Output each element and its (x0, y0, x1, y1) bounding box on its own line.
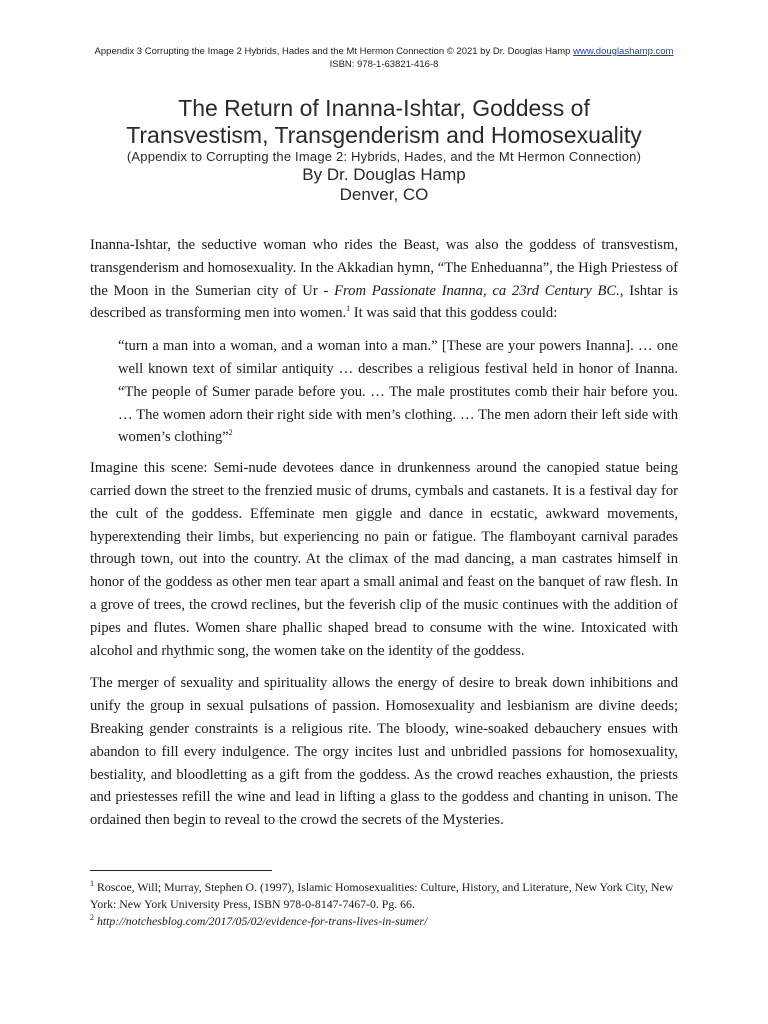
footnote-2 (90, 913, 678, 930)
paragraph-1 (90, 234, 678, 325)
paragraph-1-part-b: , Ishtar is described as transforming men into women. (90, 282, 678, 322)
header-website-link[interactable]: www.douglashamp.com (573, 46, 674, 57)
footnote-1-number: 1 (90, 879, 94, 889)
footnote-2-link[interactable]: http://notchesblog.com/2017/05/02/evidence-for-trans-lives-in-sumer/ (94, 914, 428, 928)
footnote-divider (90, 870, 272, 871)
title-line-1: The Return of Inanna-Ishtar, Goddess of (178, 95, 590, 121)
block-quote-text: “turn a man into a woman, and a woman into a man.” [These are your powers Inanna]. … one well known text of similar antiquity … describes a religious festival held in honor of Inanna. “The people of Sumer parade before you. … The male prostitutes comb their hair before you. … The women adorn their right side with men’s clothing. … The men adorn their left side with women’s clothing” (118, 338, 678, 446)
paragraph-1-citation: From Passionate Inanna, ca 23rd Century BC. (334, 282, 620, 299)
paragraph-3: The merger of sexuality and spirituality allows the energy of desire to break down inhibitions and unify the group in sexual pulsations of passion. Homosexuality and lesbianism are divine deeds; Breaking gender constraints is a religious rite. The bloody, wine-soaked debauchery ensues with abandon to fill every indulgence. The orgy incites lust and unbridled passions for homosexuality, bestiality, and bloodletting as a gift from the goddess. As the crowd reaches exhaustion, the priests and priestesses refill the wine and lead in lifting a glass to the goddess and chanting in unison. The ordained then begin to reveal to the crowd the secrets of the Mysteries. (90, 675, 678, 829)
header-line-1 (60, 45, 708, 58)
footnote-ref-1[interactable]: 1 (346, 304, 351, 314)
subtitle: (Appendix to Corrupting the Image 2: Hybrids, Hades, and the Mt Hermon Connection) (126, 149, 642, 164)
footnote-1-text: Roscoe, Will; Murray, Stephen O. (1997), Islamic Homosexualities: Culture, History, and Literature, New York City, New York: New York University Press, ISBN 978-0-8147-7467-0. Pg. 66. (90, 880, 674, 911)
footnote-1 (90, 879, 678, 913)
page-header (60, 45, 708, 71)
title-line-2: Transvestism, Transgenderism and Homosexuality (126, 122, 642, 148)
footnotes (90, 879, 678, 930)
author-line: By Dr. Douglas Hamp (302, 165, 466, 184)
body-text (90, 234, 678, 842)
footnote-2-number: 2 (90, 913, 94, 923)
title-block (40, 95, 728, 205)
paragraph-1-part-a: Inanna-Ishtar, the seductive woman who rides the Beast, was also the goddess of transvestism, transgenderism and homosexuality. In the Akkadian hymn, “The Enheduanna”, the High Priestess of the Moon in the Sumerian city of Ur - (90, 237, 678, 299)
header-copyright-text: Appendix 3 Corrupting the Image 2 Hybrids, Hades and the Mt Hermon Connection © 2021 by Dr. Douglas Hamp (94, 46, 574, 57)
footnote-ref-2[interactable]: 2 (228, 428, 233, 438)
paragraph-1-part-c: It was said that this goddess could: (350, 305, 558, 322)
location-line: Denver, CO (339, 185, 429, 204)
header-isbn: ISBN: 978-1-63821-416-8 (329, 59, 439, 70)
block-quote (118, 335, 678, 449)
paragraph-2: Imagine this scene: Semi-nude devotees dance in drunkenness around the canopied statue being carried down the street to the frenzied music of drums, cymbals and castanets. It is a festival day for the cult of the goddess. Effeminate men giggle and dance in ecstatic, awkward movements, hyperextending their limbs, but experiencing no pain or fatigue. The flamboyant carnival parades through town, out into the country. At the climax of the mad dancing, a man castrates himself in honor of the goddess as other men tear apart a small animal and feast on the banquet of raw flesh. In a grove of trees, the crowd reclines, but the feverish clip of the music continues with the addition of pipes and flutes. Women share phallic shaped bread to consume with the wine. Intoxicated with alcohol and rhythmic song, the women take on the identity of the goddess. (90, 460, 678, 659)
